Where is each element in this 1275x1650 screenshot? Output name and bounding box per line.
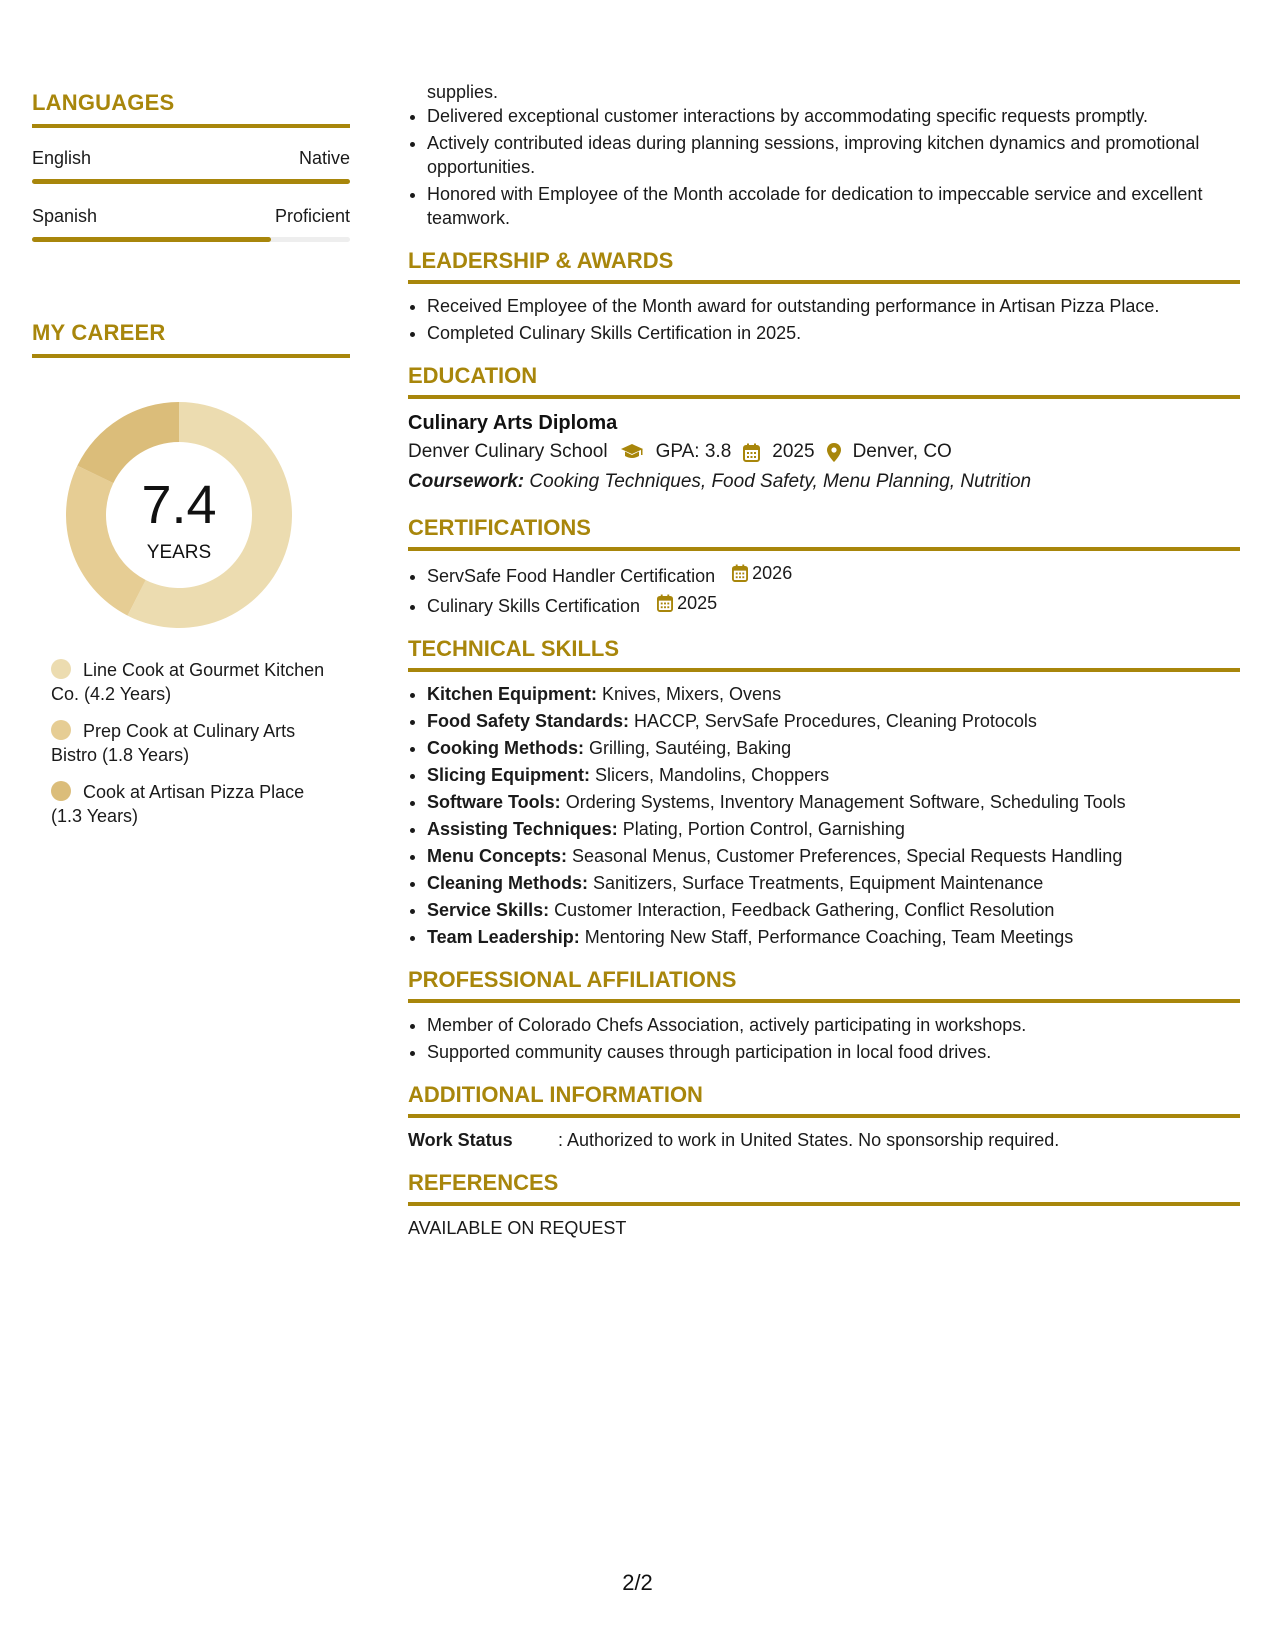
list-item: • Member of Colorado Chefs Association, actively participating in workshops. [427,1013,1240,1037]
education-year: 2025 [772,441,815,462]
skill-value: Slicers, Mandolins, Choppers [595,765,830,785]
map-pin-icon [827,443,841,462]
language-proficiency-fill [32,179,350,184]
list-item: • Actively contributed ideas during planning sessions, improving kitchen dynamics and promotional opportunities. [427,131,1240,179]
list-item: • Honored with Employee of the Month accolade for dedication to impeccable service and excellent teamwork. [427,182,1240,230]
skill-label: Service Skills: [427,900,550,920]
education-coursework [408,467,1240,497]
list-item [427,925,1240,949]
language-proficiency-bar [32,179,350,184]
language-level: Proficient [274,206,350,226]
references-text: AVAILABLE ON REQUEST [408,1218,627,1238]
certification-name: ServSafe Food Handler Certification [427,566,716,586]
skill-value: Customer Interaction, Feedback Gathering, Conflict Resolution [554,900,1055,920]
references-title: REFERENCES [408,1170,1240,1206]
skill-label: Menu Concepts: [427,846,568,866]
legend-dot [51,659,71,679]
list-item [427,898,1240,922]
career-legend-item [51,780,331,828]
career-legend-item [51,658,331,706]
skill-label: Cleaning Methods: [427,873,588,893]
career-title: MY CAREER [32,320,350,358]
list-item [427,790,1240,814]
skills-list [408,682,1240,949]
work-status-value: : Authorized to work in United States. No sponsorship required. [558,1130,1060,1150]
education-title: EDUCATION [408,363,1240,399]
language-proficiency-fill [32,237,271,242]
list-item: • Delivered exceptional customer interactions by accommodating specific requests promptly. [427,104,1240,128]
list-item [427,736,1240,760]
language-proficiency-bar [32,237,350,242]
education-gpa: GPA: 3.8 [655,441,732,462]
language-name: English [32,148,92,168]
list-item [427,763,1240,787]
legend-label: Line Cook at Gourmet Kitchen Co. (4.2 Years) [51,660,325,704]
left-column [32,90,350,841]
career-total-unit: YEARS [146,542,212,563]
career-donut-chart [66,402,292,628]
page-number: 2/2 [622,1570,653,1595]
additional-info-title: ADDITIONAL INFORMATION [408,1082,1240,1118]
career-total-value: 7.4 [141,475,217,535]
calendar-icon [743,443,760,462]
certifications-list [408,561,1240,618]
legend-dot [51,781,71,801]
skill-label: Software Tools: [427,792,561,812]
languages-title: LANGUAGES [32,90,350,128]
experience-bullets [408,104,1240,230]
list-item [427,682,1240,706]
list-item [427,817,1240,841]
education-details [408,437,1240,467]
skills-title: TECHNICAL SKILLS [408,636,1240,672]
certification-year: 2025 [677,593,718,613]
list-item [427,844,1240,868]
skill-label: Team Leadership: [427,927,580,947]
career-legend [51,658,331,828]
skill-label: Cooking Methods: [427,738,584,758]
language-name: Spanish [32,206,98,226]
education-location: Denver, CO [852,441,952,462]
skill-label: Slicing Equipment: [427,765,591,785]
legend-label: Cook at Artisan Pizza Place (1.3 Years) [51,782,305,826]
leadership-bullets [408,294,1240,345]
calendar-icon [657,594,673,612]
list-item: • Completed Culinary Skills Certification in 2025. [427,321,1240,345]
list-item: • Received Employee of the Month award for outstanding performance in Artisan Pizza Place. [427,294,1240,318]
skill-value: Grilling, Sautéing, Baking [589,738,792,758]
list-item [427,591,1240,618]
affiliations-title: PROFESSIONAL AFFILIATIONS [408,967,1240,1003]
language-level: Native [298,148,350,168]
calendar-icon [732,564,748,582]
leadership-title: LEADERSHIP & AWARDS [408,248,1240,284]
language-item [32,206,350,242]
legend-dot [51,720,71,740]
graduation-cap-icon [620,443,644,461]
skill-value: Knives, Mixers, Ovens [602,684,782,704]
list-item [427,871,1240,895]
certifications-title: CERTIFICATIONS [408,515,1240,551]
affiliations-list [408,1013,1240,1064]
education-school: Denver Culinary School [408,441,608,462]
skill-label: Food Safety Standards: [427,711,630,731]
skill-value: Plating, Portion Control, Garnishing [622,819,905,839]
skill-value: Sanitizers, Surface Treatments, Equipment Maintenance [593,873,1044,893]
certification-name: Culinary Skills Certification [427,596,641,616]
skill-label: Kitchen Equipment: [427,684,597,704]
certification-year: 2026 [752,563,793,583]
experience-fragment: supplies. [427,82,499,102]
education-degree: Culinary Arts Diploma [408,412,618,434]
skill-value: Mentoring New Staff, Performance Coaching, Team Meetings [584,927,1074,947]
legend-label: Prep Cook at Culinary Arts Bistro (1.8 Years) [51,721,296,765]
right-column [408,80,1240,1240]
list-item [427,709,1240,733]
skill-value: Ordering Systems, Inventory Management Software, Scheduling Tools [565,792,1126,812]
work-status-row [408,1128,1240,1152]
work-status-label: Work Status [408,1130,513,1150]
skill-label: Assisting Techniques: [427,819,618,839]
list-item: • Supported community causes through participation in local food drives. [427,1040,1240,1064]
skill-value: HACCP, ServSafe Procedures, Cleaning Protocols [634,711,1037,731]
skill-value: Seasonal Menus, Customer Preferences, Special Requests Handling [572,846,1123,866]
language-item [32,148,350,184]
coursework-value: Cooking Techniques, Food Safety, Menu Planning, Nutrition [529,471,1032,492]
coursework-label: Coursework: [408,471,525,492]
career-legend-item [51,719,331,767]
list-item [427,561,1240,588]
